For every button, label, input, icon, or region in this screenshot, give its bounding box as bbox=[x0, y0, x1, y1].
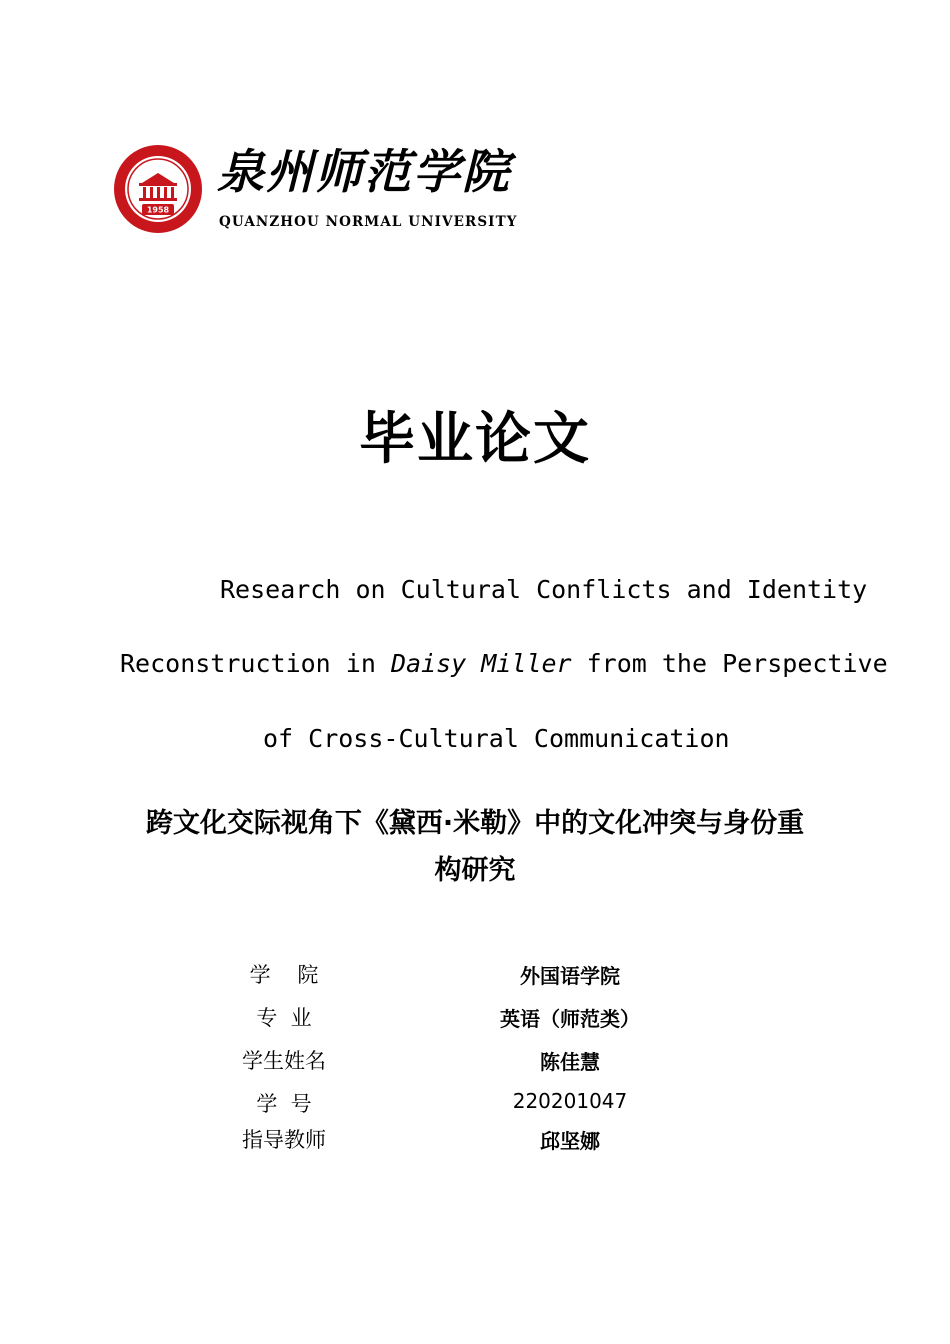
info-label-advisor: 指导教师 bbox=[242, 1128, 326, 1152]
university-name-cn: 泉州师范学院 bbox=[217, 145, 511, 200]
info-value-advisor: 邱坚娜 bbox=[540, 1129, 600, 1153]
document-type-label: 毕业论文 bbox=[359, 407, 591, 472]
title-en-book-title: Daisy Miller bbox=[390, 649, 572, 678]
info-value-student-name: 陈佳慧 bbox=[540, 1050, 600, 1074]
title-en-line1: Research on Cultural Conflicts and Identity bbox=[220, 575, 868, 604]
university-name-en: QUANZHOU NORMAL UNIVERSITY bbox=[219, 214, 518, 230]
university-seal-icon bbox=[112, 143, 204, 235]
title-cn-line2: 构研究 bbox=[434, 855, 516, 886]
seal-year: 1958 bbox=[146, 205, 170, 215]
title-en-line2-after: from the Perspective bbox=[571, 649, 888, 678]
university-logo bbox=[112, 143, 532, 235]
title-en-line2 bbox=[120, 649, 888, 678]
info-value-student-id: 220201047 bbox=[512, 1089, 628, 1113]
info-value-major: 英语（师范类） bbox=[500, 1007, 640, 1031]
title-en-line2-before: Reconstruction in bbox=[120, 649, 391, 678]
info-value-college: 外国语学院 bbox=[520, 964, 620, 988]
info-label-major: 专 业 bbox=[256, 1006, 312, 1030]
title-en-line3: of Cross-Cultural Communication bbox=[263, 724, 730, 753]
title-cn-line1: 跨文化交际视角下《黛西·米勒》中的文化冲突与身份重 bbox=[145, 808, 805, 839]
info-label-student-id: 学 号 bbox=[256, 1092, 312, 1116]
info-label-college: 学 院 bbox=[249, 963, 319, 987]
info-label-student-name: 学生姓名 bbox=[242, 1049, 326, 1073]
